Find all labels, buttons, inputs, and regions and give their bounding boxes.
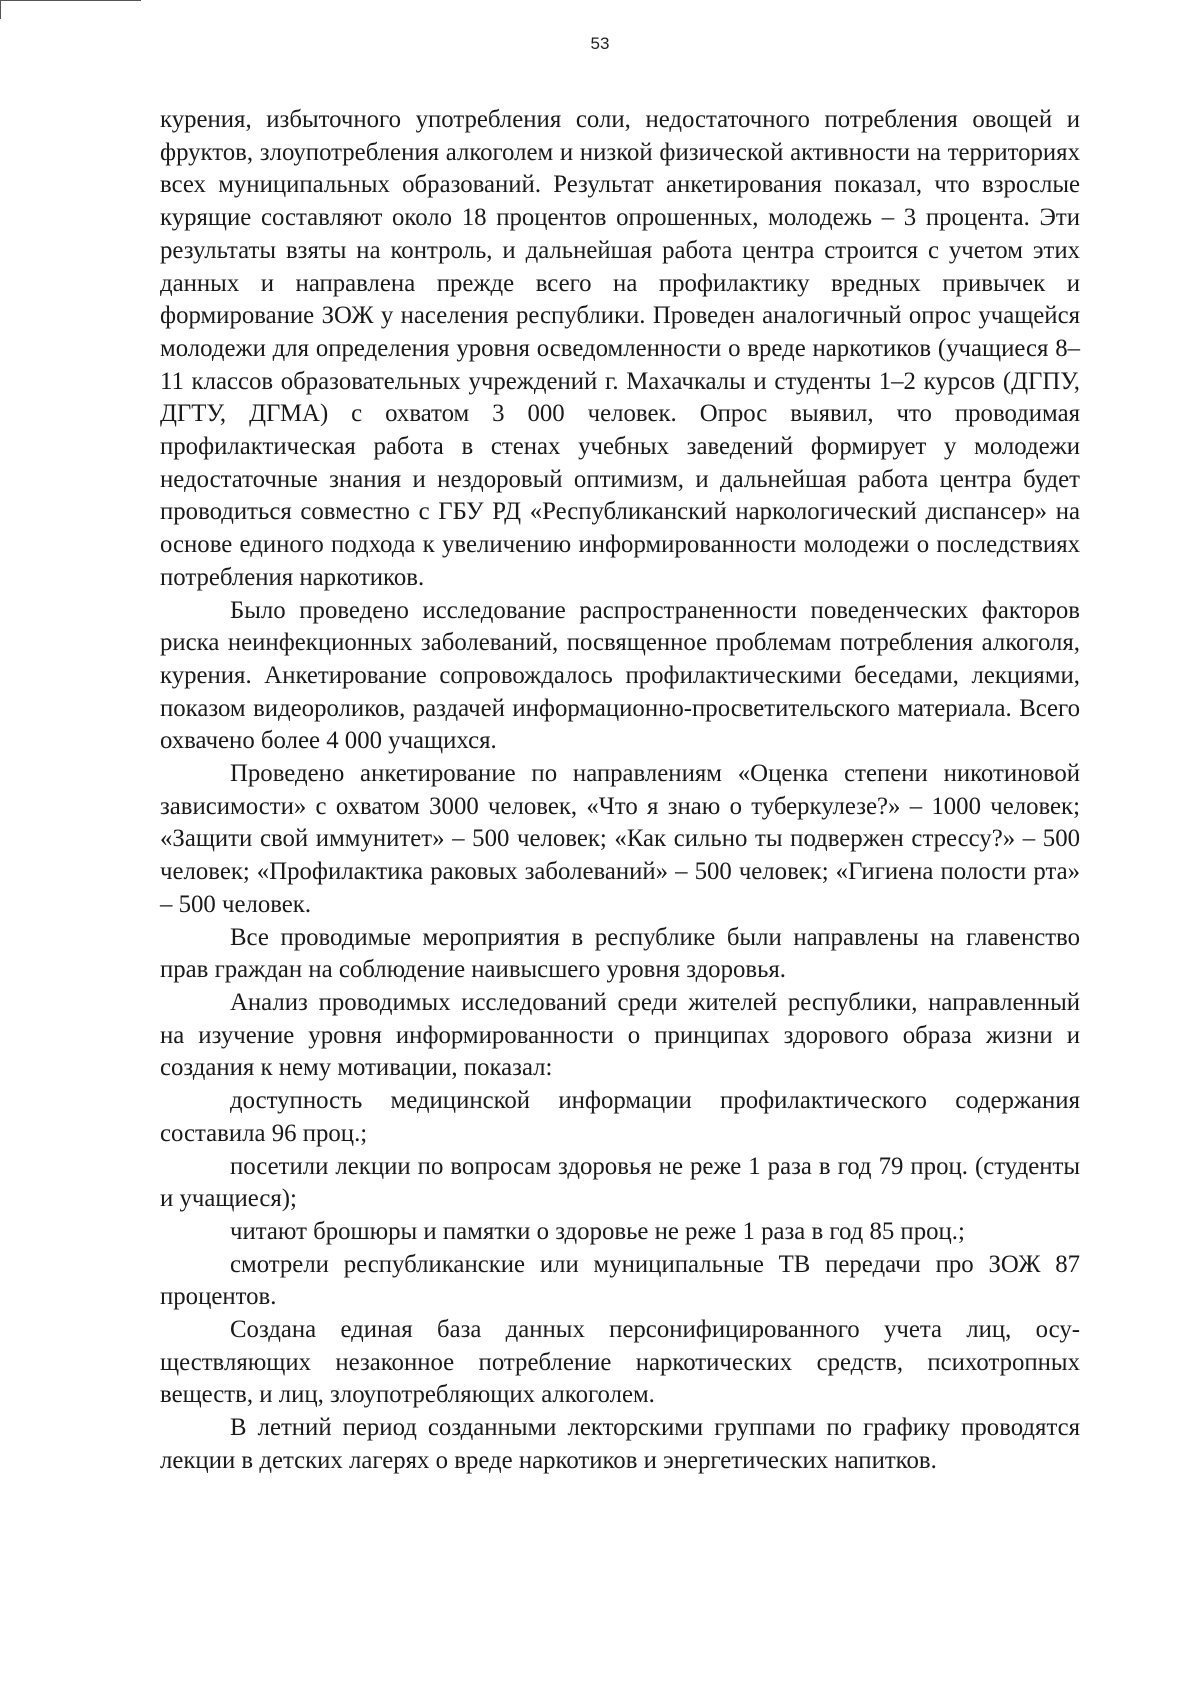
paragraph-rights: Все проводимые мероприятия в республике были направлены на главенство прав граждан на соблюдение наивысшего уровня здоровья. [160, 923, 1080, 984]
paragraph-stat-tv: смотрели республиканские или муниципальные ТВ передачи про ЗОЖ 87 процентов. [160, 1250, 1080, 1311]
paragraph-stat-brochures: читают брошюры и памятки о здоровье не реже 1 раза в год 85 проц.; [230, 1217, 965, 1245]
document-body [160, 104, 1080, 1478]
paragraph-continuation: курения, избыточного употребления соли, недостаточного потребления овощей и фруктов, злоупотребления алкоголем и низкой физической активности на территориях всех муниципальных образований. Результат анкетирования показал, что взрослые курящие составляют около 18 процентов опрошенных, молодежь – 3 процента. Эти результаты взяты на контроль, и дальнейшая работа центра строится с учетом этих данных и направлена прежде всего на профилактику вредных привычек и формирование ЗОЖ у населения республики. Проведен аналогичный опрос учащейся молодежи для определения уровня осведомленности о вреде наркотиков (учащиеся 8–11 классов образовательных учреждений г. Махачкалы и студенты 1–2 курсов (ДГПУ, ДГТУ, ДГМА) с охватом 3 000 человек. Опрос выявил, что проводимая профилактическая работа в стенах учебных заведений формирует у молодежи недостаточные знания и нездоровый оптимизм, и дальнейшая работа центра будет проводиться совместно с ГБУ РД «Республиканский наркологический диспансер» на основе единого подхода к увеличению информированности молодежи о последствиях потребления наркотиков. [160, 106, 1080, 591]
page-number: 53 [590, 34, 610, 53]
paragraph-surveys: Проведено анкетирование по направлениям «Оценка степени никотиновой зависимости» с охватом 3000 человек, «Что я знаю о туберкулезе?» – 1000 человек; «Защити свой иммунитет» – 500 человек; «Как сильно ты подвержен стрессу?» – 500 человек; «Профилактика раковых заболеваний» – 500 человек; «Гигиена полости рта» – 500 человек. [160, 760, 1080, 918]
paragraph-summer-lectures: В летний период созданными лекторскими группами по графику проводятся лекции в детских лагерях о вреде наркотиков и энергетических напитков. [160, 1414, 1080, 1474]
scan-border-mark [0, 0, 141, 19]
paragraph-stat-lectures: посетили лекции по вопросам здоровья не реже 1 раза в год 79 проц. (студенты и учащиеся); [160, 1152, 1080, 1213]
paragraph-database: Создана единая база данных персонифицированного учета лиц, осуществляющих незаконное потребление наркотических средств, психотропных веществ, и лиц, злоупотребляющих алкоголем. [160, 1316, 1080, 1409]
paragraph-analysis-intro: Анализ проводимых исследований среди жителей республики, направленный на изучение уровня информированности о принципах здорового образа жизни и создания к нему мотивации, показал: [160, 988, 1080, 1082]
paragraph-stat-info-access: доступность медицинской информации профилактического содержания составила 96 проц.; [160, 1087, 1080, 1147]
paragraph-risk-factors-study: Было проведено исследование распространенности поведенческих факторов риска неинфекционных заболеваний, посвященное проблемам потребления алкоголя, курения. Анкетирование сопровождалось профилактическими беседами, лекциями, показом видеороликов, раздачей информационно-просветительского материала. Всего охвачено более 4 000 учащихся. [160, 596, 1080, 755]
